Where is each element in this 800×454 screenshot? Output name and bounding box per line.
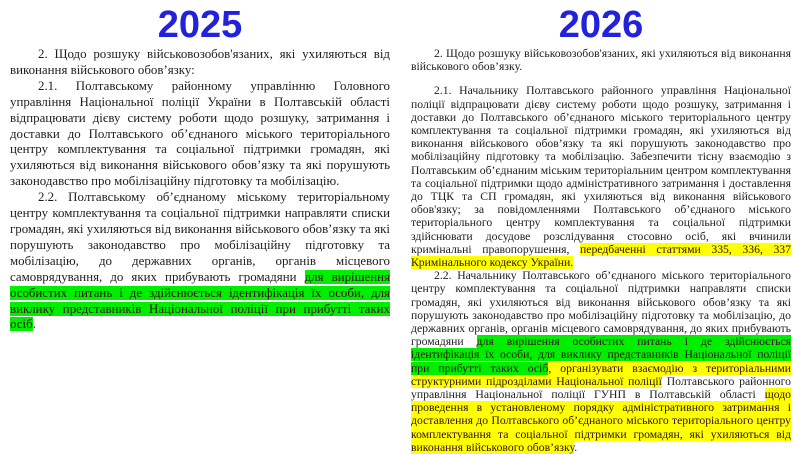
column-2025	[0, 0, 400, 429]
text-run: 2.2. Полтавському об’єднаному міському територіальному центру комплектування та соціальної підтримки направляти списки громадян, які ухиляються від виконання військового обов’язку та які порушують законодавство про мобілізаційну підготовку та мобілізацію, до державних органів, органів місцевого самоврядування, до яких прибувають громадяни	[10, 190, 390, 284]
paragraph	[10, 79, 390, 190]
paragraph	[411, 84, 791, 269]
paragraph	[411, 47, 791, 73]
text-run: .	[574, 440, 578, 454]
highlight-green: для вирішення особистих питань і де здійснюється ідентифікація їх особи, для виклику представників Національної поліції при прибутті таких осіб	[10, 269, 391, 332]
text-run: 2.1. Начальнику Полтавського районного управління Національної поліції відпрацювати дієву систему роботи щодо розшуку, затримання і доставки до Полтавського об’єднаного міського територіального центру комплектування та соціальної підтримки громадян, які ухиляються від виконання військового обов’язку та які порушують законодавство про мобілізаційну підготовку та мобілізацію. Забезпечити тісну взаємодію з Полтавським об’єднаним міським територіальним центром комплектування та соціальної підтримки щодо адміністративного затримання і доставлення до ТЦК та СП громадян, які ухиляються від виконання військового обов'язку; за повідомленнями Полтавського об’єднаного міського територіального центру комплектування та соціальної підтримки здійснювати досудове розслідування стосовно осіб, які вчинили кримінальні правопорушення,	[411, 84, 791, 256]
text-run: Полтавського районного управління Національної поліції ГУНП в Полтавській області	[411, 374, 791, 402]
document-text-2025	[10, 47, 390, 333]
text-run: 2.2. Начальнику Полтавського об’єднаного міського територіального центру комплектування та соціальної підтримки направляти списки громадян, які ухиляються від виконання військового обов’язку та які порушують законодавство про мобілізаційну підготовку та мобілізацію, до державних органів, органів місцевого самоврядування, до яких прибувають громадяни	[411, 269, 791, 349]
column-2026	[400, 0, 800, 454]
highlight-yellow: щодо проведення в установленому порядку адміністративного затримання і доставлення до Полтавського об’єднаного міського територіального центру комплектування та соціальної підтримки громадян, які ухиляються від виконання військового обов’язку	[411, 388, 791, 454]
year-title-2026: 2026	[558, 4, 644, 46]
text-run: 2. Щодо розшуку військовозобов'язаних, які ухиляються від виконання військового обов’язку:	[10, 47, 390, 77]
year-title-2025: 2025	[157, 4, 243, 46]
paragraph	[10, 190, 390, 333]
paragraph	[411, 269, 791, 454]
text-run: 2. Щодо розшуку військовозобов'язаних, які ухиляються від виконання військового обов’язку.	[411, 47, 791, 74]
document-text-2026	[411, 47, 791, 454]
text-run: 2.1. Полтавському районному управлінню Головного управління Національної поліції України в Полтавській області відпрацювати дієву систему роботи щодо розшуку, затримання і доставки до Полтавського об’єднаного міського територіального центру комплектування та соціальної підтримки громадян, які ухиляються від виконання військового обов’язку та які порушують законодавство про мобілізаційну підготовку та мобілізацію.	[10, 78, 390, 189]
highlight-green: для вирішення особистих питань і де здійснюється ідентифікація їх особи, для виклику представників Національної поліції при прибутті таких осіб	[411, 335, 792, 375]
highlight-yellow: передбаченні статтями 335, 336, 337 Кримінального кодексу України.	[411, 242, 791, 270]
highlight-yellow: , організувати взаємодію з територіальними структурними підрозділами Національної поліції	[411, 361, 791, 388]
paragraph	[10, 47, 390, 79]
text-run: .	[32, 317, 36, 332]
